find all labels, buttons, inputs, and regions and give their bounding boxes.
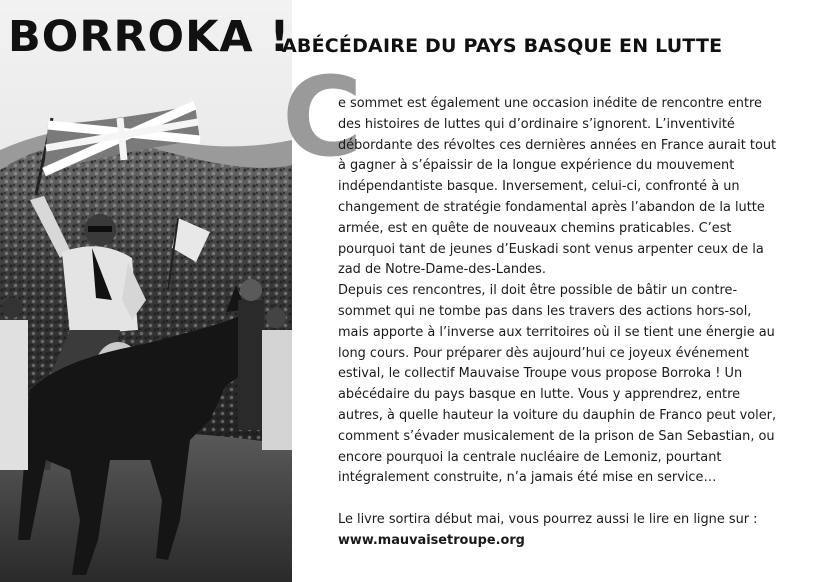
text-line: comment s’évader musicalement de la prison de San Sebastian, ou (338, 428, 775, 444)
text-line: armée, est en quête de nouveaux chemins praticables. C’est (338, 220, 732, 236)
article-body (338, 94, 788, 552)
text-line: des histoires de luttes qui d’ordinaire s’ignorent. L’inventivité (338, 116, 735, 132)
text-line: autres, à quelle hauteur la voiture du dauphin de Franco peut voler, (338, 407, 777, 423)
text-line: zad de Notre-Dame-des-Landes. (338, 262, 546, 278)
text-line: à gagner à s’épaissir de la longue expérience du mouvement (338, 158, 735, 174)
paragraph-gap (338, 489, 788, 510)
text-line: abécédaire du pays basque en lutte. Vous y apprendrez, entre (338, 387, 741, 403)
text-line: débordante des révoltes ces dernières années en France aurait tout (338, 137, 777, 153)
paragraph-1 (338, 94, 788, 281)
text-line: intégralement construite, n’a jamais été mise en service… (338, 470, 717, 486)
text-line: estival, le collectif Mauvaise Troupe vous propose Borroka ! Un (338, 366, 743, 382)
text-line: mais apporte à l’inverse aux territoires où il se tient une énergie au (338, 324, 775, 340)
text-line: indépendantiste basque. Inversement, celui-ci, confronté à un (338, 179, 740, 195)
title: BORROKA ! (8, 12, 291, 62)
paragraph-3 (338, 510, 788, 552)
text-line: changement de stratégie fondamental après l’abandon de la lutte (338, 199, 765, 215)
text-line: sommet qui ne tombe pas dans les travers des actions hors-sol, (338, 303, 752, 319)
dropcap-letter: C (282, 53, 363, 181)
text-line: Depuis ces rencontres, il doit être possible de bâtir un contre- (338, 283, 738, 299)
subtitle: ABÉCÉDAIRE DU PAYS BASQUE EN LUTTE (282, 35, 723, 57)
cover-photo (0, 0, 292, 582)
text-line: Le livre sortira début mai, vous pourrez aussi le lire en ligne sur : (338, 511, 758, 527)
website-link[interactable]: www.mauvaisetroupe.org (338, 532, 525, 548)
paragraph-2 (338, 281, 788, 489)
text-line: e sommet est également une occasion inédite de rencontre entre (338, 96, 762, 111)
text-line: encore pourquoi la centrale nucléaire de Lemoniz, pourtant (338, 449, 722, 465)
text-line: long cours. Pour préparer dès aujourd’hui ce joyeux événement (338, 345, 749, 361)
text-line: pourquoi tant de jeunes d’Euskadi sont venus arpenter ceux de la (338, 241, 764, 257)
